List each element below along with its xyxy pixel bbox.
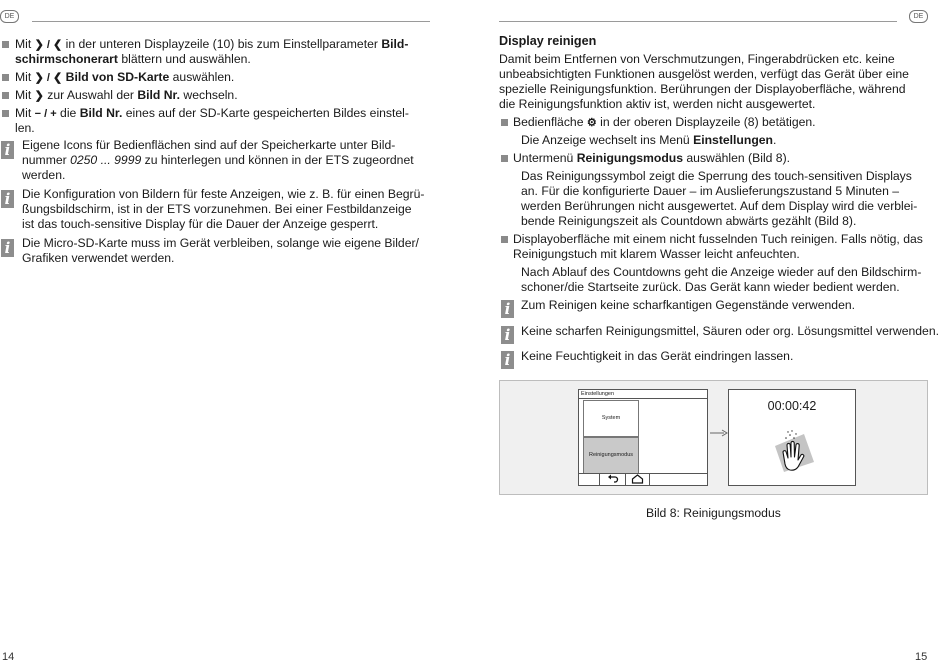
step-line: Untermenü Reinigungsmodus auswählen (Bild 8). [513, 151, 791, 165]
info-icon: i [501, 300, 514, 318]
section-heading: Display reinigen [499, 34, 597, 48]
note-line: Keine Feuchtigkeit in das Gerät eindringen lassen. [521, 349, 794, 363]
result-line: an. Für die konfigurierte Dauer – im Auslieferungszustand 5 Minuten – [521, 184, 900, 198]
note-line: werden. [22, 168, 66, 182]
menu-item-system[interactable]: System [583, 400, 639, 437]
settings-screen [578, 389, 708, 486]
figure-reinigungsmodus [499, 380, 928, 495]
header-rule [32, 21, 430, 22]
note-line: ßungsbildschirm, ist in der ETS vorzunehmen. Bei einer Festbildanzeige [22, 202, 412, 216]
control-symbol-icon: − / + [34, 108, 57, 120]
bullet-icon [501, 115, 512, 129]
note-line: Eigene Icons für Bedienflächen sind auf der Speicherkarte unter Bild- [22, 138, 396, 152]
menu-item-reinigungsmodus[interactable]: Reinigungsmodus [583, 437, 639, 474]
info-icon: i [501, 326, 514, 344]
note-line: ist das touch-sensitive Display für die Dauer der Anzeige gesperrt. [22, 217, 379, 231]
bullet-icon [2, 70, 13, 84]
step-line: Displayoberfläche mit einem nicht fusselnden Tuch reinigen. Falls nötig, das [513, 232, 923, 246]
note-line: Grafiken verwendet werden. [22, 251, 175, 265]
cleaning-hand-icon [769, 426, 819, 476]
header-rule [499, 21, 897, 22]
step-line: Bedienfläche ⚙ in der oberen Displayzeile (8) betätigen. [513, 115, 816, 129]
result-line: bende Reinigungszeit als Countdown abwärts gezählt (Bild 8). [521, 214, 857, 228]
result-line: werden Berührungen nicht ausgewertet. Auf dem Display wird die verblei- [521, 199, 918, 213]
page-number: 15 [915, 651, 928, 663]
info-icon: i [1, 141, 14, 159]
intro-line: spezielle Reinigungsfunktion. Berührungen der Displayoberfläche, während [499, 82, 906, 96]
instruction-line: Mit − / + die Bild Nr. eines auf der SD-Karte gespeicherten Bildes einstel- [15, 106, 409, 120]
bullet-icon [501, 232, 512, 246]
home-icon[interactable] [631, 474, 644, 484]
page-number: 14 [2, 651, 15, 663]
bullet-icon [2, 106, 13, 120]
intro-line: Damit beim Entfernen von Verschmutzungen, Fingerabdrücken etc. keine [499, 52, 895, 66]
info-icon: i [501, 351, 514, 369]
control-symbol-icon: ❯ / ❮ [34, 72, 63, 84]
info-icon: i [1, 239, 14, 257]
instruction-line: Mit ❯ / ❮ in der unteren Displayzeile (10) bis zum Einstellparameter Bild- [15, 37, 409, 51]
right-page [475, 0, 950, 664]
control-symbol-icon: ⚙ [586, 117, 597, 129]
result-line: Die Anzeige wechselt ins Menü Einstellungen. [521, 133, 777, 147]
intro-line: unbeabsichtigten Funktionen ausgelöst werden, verfügt das Gerät über eine [499, 67, 909, 81]
instruction-line: Mit ❯ zur Auswahl der Bild Nr. wechseln. [15, 88, 238, 102]
instruction-line: schirmschonerart blättern und auswählen. [15, 52, 251, 66]
info-icon: i [1, 190, 14, 208]
control-symbol-icon: ❯ / ❮ [34, 39, 63, 51]
transition-arrow-icon [710, 429, 728, 437]
step-line: Reinigungstuch mit klarem Wasser leicht anfeuchten. [513, 247, 800, 261]
result-line: schoner/die Startseite zurück. Das Gerät kann wieder bedient werden. [521, 280, 900, 294]
note-line: nummer 0250 ... 9999 zu hinterlegen und können in der ETS zugeordnet [22, 153, 414, 167]
back-arrow-icon[interactable] [607, 474, 619, 484]
figure-caption: Bild 8: Reinigungsmodus [646, 506, 781, 520]
result-line: Das Reinigungssymbol zeigt die Sperrung des touch-sensitiven Displays [521, 169, 912, 183]
bullet-icon [2, 88, 13, 102]
note-line: Die Micro-SD-Karte muss im Gerät verbleiben, solange wie eigene Bilder/ [22, 236, 419, 250]
countdown-timer: 00:00:42 [767, 399, 817, 413]
instruction-line: Mit ❯ / ❮ Bild von SD-Karte auswählen. [15, 70, 235, 84]
bullet-icon [2, 37, 13, 51]
bullet-icon [501, 151, 512, 165]
instruction-line: len. [15, 121, 35, 135]
note-line: Zum Reinigen keine scharfkantigen Gegenstände verwenden. [521, 298, 856, 312]
countdown-screen [728, 389, 856, 486]
note-line: Keine scharfen Reinigungsmittel, Säuren oder org. Lösungsmittel verwenden. [521, 324, 939, 338]
intro-line: die Reinigungsfunktion aktiv ist, werden nicht ausgewertet. [499, 97, 816, 111]
note-line: Die Konfiguration von Bildern für feste Anzeigen, wie z. B. für einen Begrü- [22, 187, 425, 201]
control-symbol-icon: ❯ [34, 90, 44, 102]
language-badge: DE [0, 10, 19, 23]
screen-title: Einstellungen [581, 391, 615, 397]
result-line: Nach Ablauf des Countdowns geht die Anzeige wieder auf den Bildschirm- [521, 265, 922, 279]
language-badge: DE [909, 10, 928, 23]
